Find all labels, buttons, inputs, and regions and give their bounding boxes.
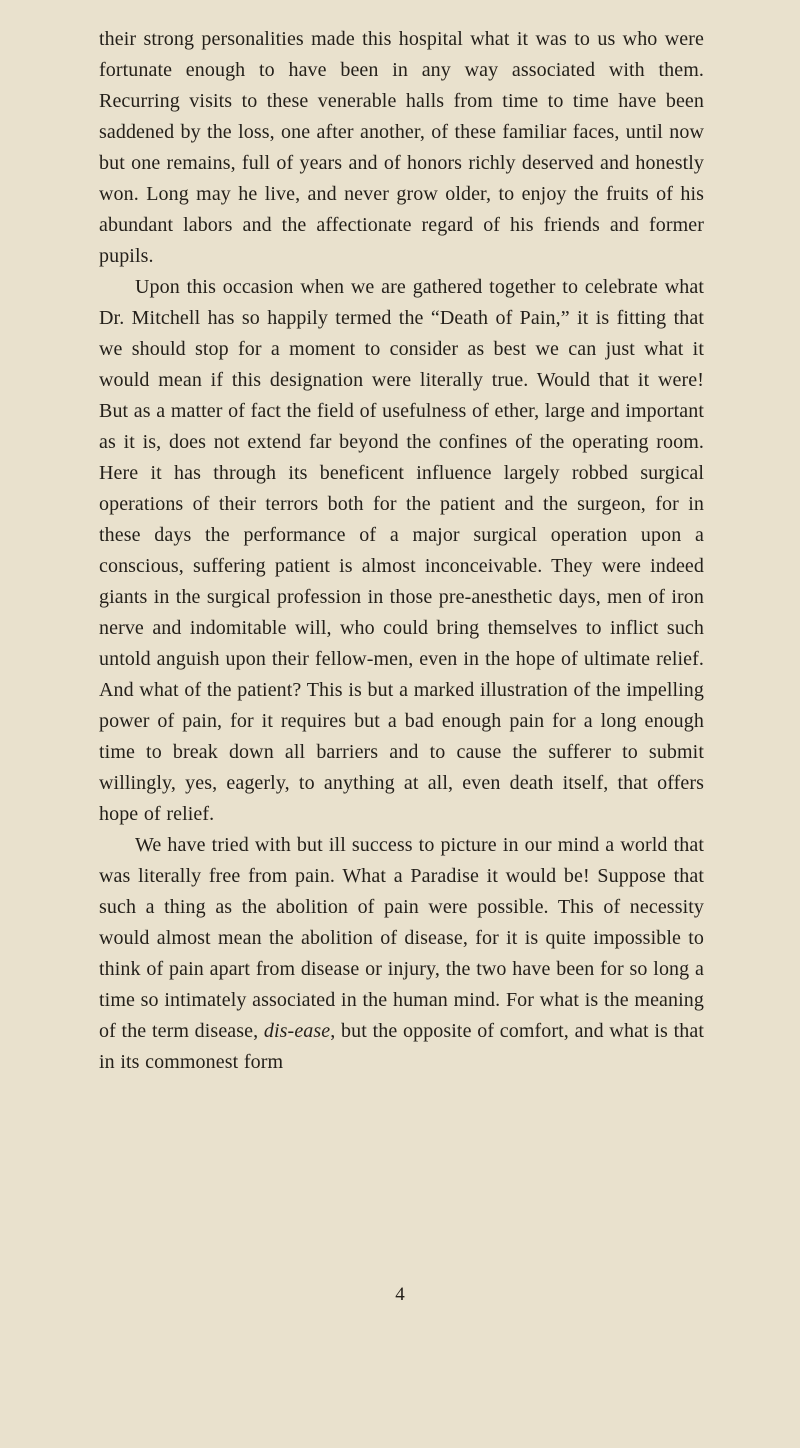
page-number: 4 <box>395 1284 405 1305</box>
paragraph: Upon this occasion when we are gathered together to celebrate what Dr. Mitchell has so happily termed the “Death of Pain,” it is fitting that we should stop for a moment to consider as best we can just what it would mean if this designation were literally true. Would that it were! But as a matter of fact the field of usefulness of ether, large and important as it is, does not extend far beyond the confines of the operating room. Here it has through its beneficent influence largely robbed surgical operations of their terrors both for the patient and the surgeon, for in these days the performance of a major surgical operation upon a conscious, suffering patient is almost inconceivable. They were indeed giants in the surgical profession in those pre-anesthetic days, men of iron nerve and indomitable will, who could bring themselves to inflict such untold anguish upon their fellow-men, even in the hope of ultimate relief. And what of the patient? This is but a marked illustration of the impelling power of pain, for it requires but a bad enough pain for a long enough time to break down all barriers and to cause the sufferer to submit willingly, yes, eagerly, to anything at all, even death itself, that offers hope of relief. <box>99 276 704 825</box>
paragraph-continuation: their strong personalities made this hospital what it was to us who were fortunate enough to have been in any way associated with them. Recurring visits to these venerable halls from time to time have been saddened by the loss, one after another, of these familiar faces, until now but one remains, full of years and of honors richly deserved and honestly won. Long may he live, and never grow older, to enjoy the fruits of his abundant labors and the affectionate regard of his friends and former pupils. <box>99 28 704 267</box>
body-text <box>99 24 704 1078</box>
paragraph: We have tried with but ill success to picture in our mind a world that was literally free from pain. What a Paradise it would be! Suppose that such a thing as the abolition of pain were possible. This of necessity would almost mean the abolition of disease, for it is quite impossible to think of pain apart from disease or injury, the two have been for so long a time so intimately associated in the human mind. For what is the meaning of the term disease, dis-ease, but the opposite of comfort, and what is that in its commonest form <box>99 834 704 1073</box>
